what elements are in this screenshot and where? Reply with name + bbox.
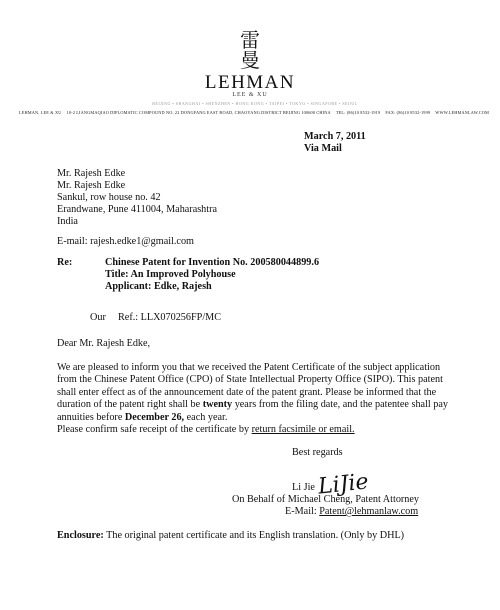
recipient-email: E-mail: rajesh.edke1@gmail.com: [57, 236, 194, 247]
recipient-line: India: [57, 216, 78, 227]
body2-text: Please confirm safe receipt of the certificate by: [57, 424, 252, 435]
signer-email-label: E-Mail:: [285, 506, 320, 517]
salutation: Dear Mr. Rajesh Edke,: [57, 338, 151, 349]
recipient-line: Sankul, row house no. 42: [57, 192, 161, 203]
office-cities: BEIJING • SHANGHAI • SHENZHEN • HONG KONG • TAIPEI • TOKYO • SINGAPORE • SEOUL: [152, 101, 358, 106]
our-ref-value: Ref.: LLX070256FP/MC: [118, 312, 222, 323]
closing: Best regards: [292, 447, 343, 458]
address-fax: FAX: (86)10 8532-1999: [385, 110, 431, 115]
firm-subtitle: LEE & XU: [232, 92, 268, 98]
enclosure-label: Enclosure:: [57, 530, 104, 541]
signer-email: [285, 506, 418, 518]
body-paragraph-1: [57, 362, 459, 424]
logo-mark-bottom: 曼: [240, 48, 260, 72]
body1-bold-date: December 26,: [124, 411, 185, 423]
recipient-line: Mr. Rajesh Edke: [57, 168, 126, 179]
signer-email-link[interactable]: Patent@lehmanlaw.com: [319, 506, 419, 517]
delivery-method: Via Mail: [304, 143, 342, 154]
address-web: WWW.LEHMANLAW.COM: [435, 110, 489, 115]
enclosure: [57, 530, 404, 542]
signer-behalf: On Behalf of Michael Cheng, Patent Attorney: [232, 494, 420, 505]
body1-bold-duration: twenty: [202, 399, 233, 411]
signer-name: Li Jie: [292, 482, 315, 493]
address-tel: TEL: (86)10 8532-1919: [335, 110, 381, 115]
body1-text-b: years from the filing date, and the patentee shall pay annuities before: [57, 399, 448, 423]
re-title: Title: An Improved Polyhouse: [105, 269, 236, 280]
letter-date: March 7, 2011: [304, 131, 366, 142]
return-reply-link[interactable]: return facsimile or email.: [251, 424, 355, 435]
handwritten-signature: LiJie: [316, 469, 370, 500]
recipient-line: Erandwane, Pune 411004, Maharashtra: [57, 204, 218, 215]
body-paragraph-2: [57, 424, 355, 436]
re-label: Re:: [57, 257, 73, 268]
address-street: 10-2 LIANGMAQIAO DIPLOMATIC COMPOUND NO. 22 DONGFANG EAST ROAD, CHAOYANG DISTRICT BEIJING 100600 CHINA: [66, 110, 331, 115]
body1-text-a: We are pleased to inform you that we received the Patent Certificate of the subject application from the Chinese Patent Office (CPO) of State Intellectual Property Office (SIPO). This patent shall enter effect as of the announcement date of the patent grant. Please be informed that the duration of the patent right shall be: [57, 362, 443, 411]
body1-text-c: each year.: [184, 411, 228, 423]
enclosure-text: The original patent certificate and its English translation. (Only by DHL): [103, 530, 405, 541]
address-firm: LEHMAN, LEE & XU: [19, 110, 62, 115]
letterhead-address-bar: [19, 110, 489, 115]
firm-name: LEHMAN: [204, 72, 296, 93]
logo-mark-top: 雷: [240, 28, 260, 52]
re-patent-number: Chinese Patent for Invention No. 200580044899.6: [105, 257, 320, 268]
re-applicant: Applicant: Edke, Rajesh: [105, 281, 212, 292]
recipient-line: Mr. Rajesh Edke: [57, 180, 126, 191]
our-ref-label: Our: [90, 312, 106, 323]
